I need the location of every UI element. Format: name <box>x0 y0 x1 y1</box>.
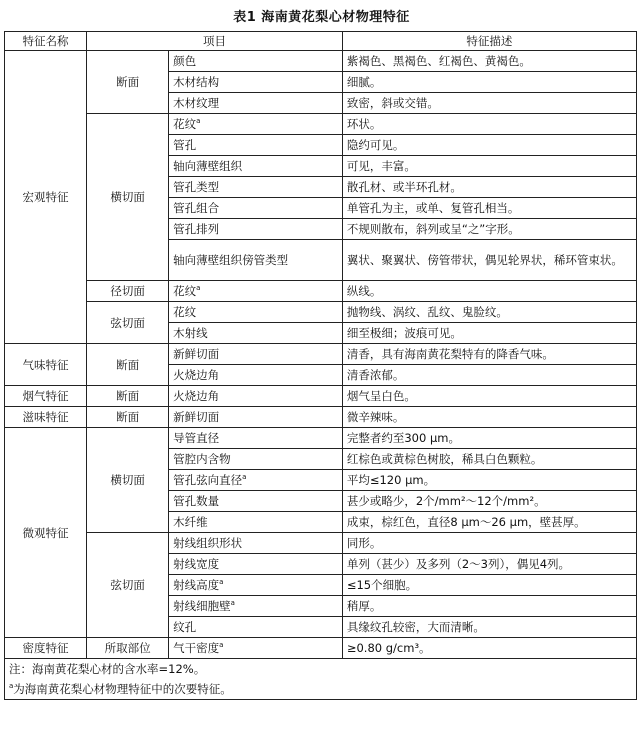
item-cell: 轴向薄壁组织傍管类型 <box>169 240 343 281</box>
table-row <box>5 281 637 302</box>
micro-cross-section-cell: 横切面 <box>87 428 169 533</box>
taste-feature-cell: 滋味特征 <box>5 407 87 428</box>
item-cell <box>169 596 343 617</box>
footnote-text: 为海南黄花梨心材物理特征中的次要特征。 <box>13 682 232 696</box>
item-cell: 纹孔 <box>169 617 343 638</box>
item-cell: 颜色 <box>169 51 343 72</box>
item-cell: 火烧边角 <box>169 365 343 386</box>
description-cell: 清香，具有海南黄花梨特有的降香气味。 <box>342 344 636 365</box>
secondary-feature-mark: a <box>242 473 247 482</box>
item-cell: 管孔排列 <box>169 219 343 240</box>
description-cell: 致密，斜或交错。 <box>342 93 636 114</box>
table-container <box>4 31 637 700</box>
header-feature-name: 特征名称 <box>5 32 87 51</box>
table-row <box>5 344 637 365</box>
description-cell: 单管孔为主，或单、复管孔相当。 <box>342 198 636 219</box>
table-row <box>5 51 637 72</box>
macro-section-cell: 断面 <box>87 51 169 114</box>
description-cell: 平均≤120 μm。 <box>342 470 636 491</box>
description-cell: 可见，丰富。 <box>342 156 636 177</box>
description-cell: 甚少或略少，2个/mm²～12个/mm²。 <box>342 491 636 512</box>
table-footnote <box>5 679 637 700</box>
description-cell: 隐约可见。 <box>342 135 636 156</box>
item-text: 花纹 <box>173 284 197 298</box>
item-cell: 木材纹理 <box>169 93 343 114</box>
table-row <box>5 386 637 407</box>
table-note-row <box>5 659 637 680</box>
description-cell: 环状。 <box>342 114 636 135</box>
smell-feature-cell: 气味特征 <box>5 344 87 386</box>
smoke-feature-cell: 烟气特征 <box>5 386 87 407</box>
header-description: 特征描述 <box>342 32 636 51</box>
note-text: 注：海南黄花梨心材的含水率=12%。 <box>9 662 206 676</box>
description-cell: 成束，棕红色，直径8 μm～26 μm，壁甚厚。 <box>342 512 636 533</box>
macro-feature-cell: 宏观特征 <box>5 51 87 344</box>
footnote-mark: a <box>9 682 14 691</box>
item-cell: 木纤维 <box>169 512 343 533</box>
description-cell: ≥0.80 g/cm³。 <box>342 638 636 659</box>
item-cell <box>169 281 343 302</box>
description-cell: 细腻。 <box>342 72 636 93</box>
density-section-cell: 所取部位 <box>87 638 169 659</box>
item-cell: 火烧边角 <box>169 386 343 407</box>
description-cell: 散孔材、或半环孔材。 <box>342 177 636 198</box>
item-cell: 木射线 <box>169 323 343 344</box>
description-cell: ≤15个细胞。 <box>342 575 636 596</box>
description-cell: 同形。 <box>342 533 636 554</box>
secondary-feature-mark: a <box>219 641 224 650</box>
micro-tangential-section-cell: 弦切面 <box>87 533 169 638</box>
smoke-section-cell: 断面 <box>87 386 169 407</box>
description-cell: 单列（甚少）及多列（2～3列），偶见4列。 <box>342 554 636 575</box>
description-cell: 纵线。 <box>342 281 636 302</box>
item-cell: 管孔组合 <box>169 198 343 219</box>
description-cell: 稍厚。 <box>342 596 636 617</box>
item-cell: 轴向薄壁组织 <box>169 156 343 177</box>
table-header-row <box>5 32 637 51</box>
taste-section-cell: 断面 <box>87 407 169 428</box>
item-cell: 新鲜切面 <box>169 344 343 365</box>
item-cell <box>169 470 343 491</box>
smell-section-cell: 断面 <box>87 344 169 386</box>
table-note-row <box>5 679 637 700</box>
item-cell: 射线宽度 <box>169 554 343 575</box>
item-cell: 射线组织形状 <box>169 533 343 554</box>
physical-characteristics-table <box>4 31 637 700</box>
table-row <box>5 533 637 554</box>
description-cell: 抛物线、涡纹、乱纹、鬼脸纹。 <box>342 302 636 323</box>
item-cell: 管腔内含物 <box>169 449 343 470</box>
macro-tangential-section-cell: 弦切面 <box>87 302 169 344</box>
table-row <box>5 428 637 449</box>
item-cell: 管孔 <box>169 135 343 156</box>
macro-cross-section-cell: 横切面 <box>87 114 169 281</box>
table-row <box>5 638 637 659</box>
item-text: 气干密度 <box>173 641 220 655</box>
description-cell: 清香浓郁。 <box>342 365 636 386</box>
description-cell: 微辛辣味。 <box>342 407 636 428</box>
item-cell: 导管直径 <box>169 428 343 449</box>
description-cell: 翼状、聚翼状、傍管带状，偶见轮界状，稀环管束状。 <box>342 240 636 281</box>
item-cell: 新鲜切面 <box>169 407 343 428</box>
item-cell: 管孔数量 <box>169 491 343 512</box>
density-feature-cell: 密度特征 <box>5 638 87 659</box>
description-cell: 不规则散布，斜列或呈“之”字形。 <box>342 219 636 240</box>
item-cell <box>169 638 343 659</box>
table-row <box>5 114 637 135</box>
item-cell: 管孔类型 <box>169 177 343 198</box>
table-note <box>5 659 637 680</box>
secondary-feature-mark: a <box>219 578 224 587</box>
secondary-feature-mark: a <box>196 284 201 293</box>
item-text: 花纹 <box>173 117 197 131</box>
description-cell: 细至极细；波痕可见。 <box>342 323 636 344</box>
description-cell: 完整者约至300 μm。 <box>342 428 636 449</box>
table-row <box>5 302 637 323</box>
description-cell: 具缘纹孔较密，大而清晰。 <box>342 617 636 638</box>
item-cell <box>169 575 343 596</box>
table-title: 表1 海南黄花梨心材物理特征 <box>233 10 410 25</box>
item-cell <box>169 114 343 135</box>
item-cell: 花纹 <box>169 302 343 323</box>
item-text: 射线高度 <box>173 578 220 592</box>
description-cell: 红棕色或黄棕色树胶，稀具白色颗粒。 <box>342 449 636 470</box>
item-text: 射线细胞壁 <box>173 599 231 613</box>
secondary-feature-mark: a <box>230 599 235 608</box>
header-item: 项目 <box>87 32 343 51</box>
description-cell: 烟气呈白色。 <box>342 386 636 407</box>
table-row <box>5 407 637 428</box>
micro-feature-cell: 微观特征 <box>5 428 87 638</box>
description-cell: 紫褐色、黑褐色、红褐色、黄褐色。 <box>342 51 636 72</box>
macro-radial-section-cell: 径切面 <box>87 281 169 302</box>
secondary-feature-mark: a <box>196 117 201 126</box>
item-cell: 木材结构 <box>169 72 343 93</box>
item-text: 管孔弦向直径 <box>173 473 243 487</box>
